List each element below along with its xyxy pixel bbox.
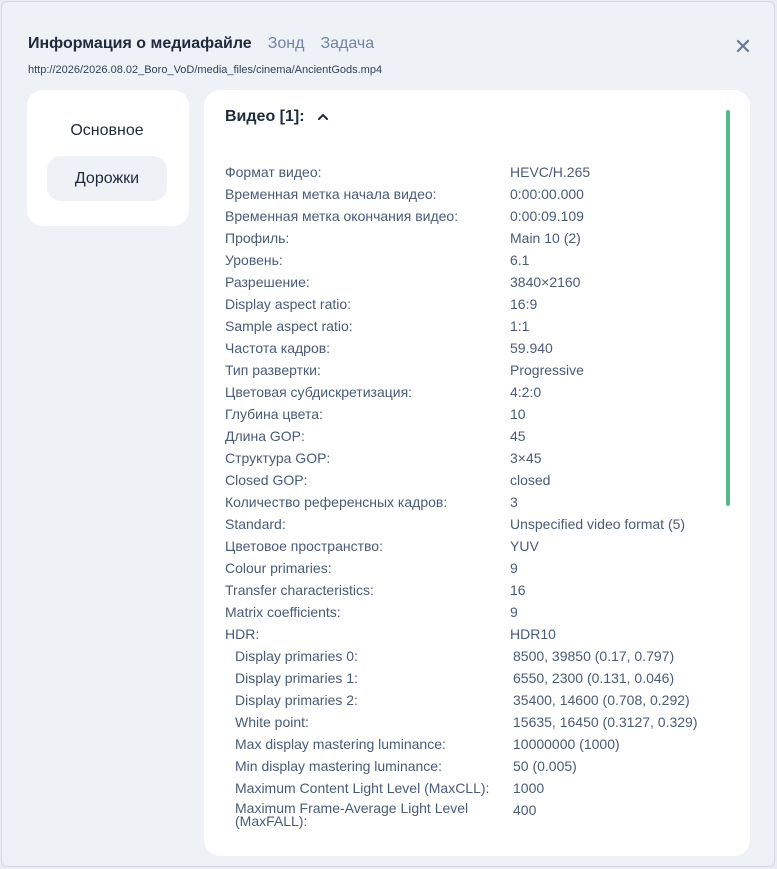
- property-label: Длина GOP:: [225, 428, 305, 444]
- property-label: Sample aspect ratio:: [225, 318, 353, 334]
- property-value: closed: [510, 472, 551, 488]
- property-label: Тип развертки:: [225, 362, 321, 378]
- chevron-up-icon: [317, 111, 329, 123]
- property-label: Colour primaries:: [225, 560, 332, 576]
- property-value: 3840×2160: [510, 274, 581, 290]
- property-value: Unspecified video format (5): [510, 516, 686, 532]
- property-row: [225, 315, 725, 337]
- property-label: Display aspect ratio:: [225, 296, 352, 312]
- media-info-dialog: [1, 1, 775, 867]
- property-row: [225, 293, 725, 315]
- property-row: [225, 667, 725, 689]
- property-label: Max display mastering luminance:: [235, 736, 446, 752]
- property-row: [225, 623, 725, 645]
- property-label: White point:: [235, 714, 309, 730]
- property-row: [225, 271, 725, 293]
- property-value: 1:1: [510, 318, 530, 334]
- property-value: 15635, 16450 (0.3127, 0.329): [513, 714, 698, 730]
- property-value: 45: [510, 428, 526, 444]
- property-row: [225, 645, 725, 667]
- property-value: 4:2:0: [510, 384, 542, 400]
- property-value: 9: [510, 560, 518, 576]
- sidebar: [27, 90, 189, 226]
- property-label: Matrix coefficients:: [225, 604, 341, 620]
- property-row: [225, 447, 725, 469]
- property-value: 16:9: [510, 296, 538, 312]
- property-label: Разрешение:: [225, 274, 310, 290]
- property-row: [225, 249, 725, 271]
- property-row: [225, 535, 725, 557]
- property-value: 6.1: [510, 252, 530, 268]
- property-label: Уровень:: [225, 252, 283, 268]
- property-label: Формат видео:: [225, 164, 322, 180]
- property-row: [225, 689, 725, 711]
- property-label: Min display mastering luminance:: [235, 758, 442, 774]
- dialog-title: Информация о медиафайле: [28, 35, 252, 52]
- property-label: Временная метка окончания видео:: [225, 208, 459, 224]
- property-label: Профиль:: [225, 230, 290, 246]
- property-row: [225, 579, 725, 601]
- property-label: Transfer characteristics:: [225, 582, 374, 598]
- tracks-panel: [204, 90, 750, 856]
- property-value: 10: [510, 406, 526, 422]
- property-label-line: Maximum Frame-Average Light Level: [235, 800, 469, 816]
- property-value: 8500, 39850 (0.17, 0.797): [513, 648, 675, 664]
- property-row: [225, 337, 725, 359]
- property-value: 59.940: [510, 340, 553, 356]
- property-row: [225, 777, 725, 799]
- property-value: 16: [510, 582, 526, 598]
- property-label: Цветовая субдискретизация:: [225, 384, 413, 400]
- property-value: Main 10 (2): [510, 230, 581, 246]
- property-label: HDR:: [225, 626, 260, 642]
- property-label: Display primaries 2:: [235, 692, 358, 708]
- sidebar-item-tracks[interactable]: Дорожки: [47, 156, 167, 201]
- file-path: http://2026/2026.08.02_Boro_VoD/media_files/cinema/AncientGods.mp4: [28, 64, 383, 76]
- property-row: [225, 491, 725, 513]
- property-label: Maximum Content Light Level (MaxCLL):: [235, 780, 490, 796]
- property-row: [225, 601, 725, 623]
- property-row: [225, 161, 725, 183]
- scrollbar-thumb[interactable]: [726, 110, 730, 506]
- property-label: Цветовое пространство:: [225, 538, 383, 554]
- property-row: [225, 799, 725, 839]
- property-row: [225, 711, 725, 733]
- property-value: HDR10: [510, 626, 556, 642]
- property-row: [225, 359, 725, 381]
- property-row: [225, 227, 725, 249]
- close-icon[interactable]: ✕: [733, 34, 753, 59]
- properties-list: [225, 161, 725, 839]
- property-label: Количество референсных кадров:: [225, 494, 448, 510]
- property-row: [225, 403, 725, 425]
- property-row: [225, 469, 725, 491]
- property-value: 50 (0.005): [513, 758, 577, 774]
- property-label: Display primaries 1:: [235, 670, 358, 686]
- property-value: 6550, 2300 (0.131, 0.046): [513, 670, 675, 686]
- property-label: Closed GOP:: [225, 472, 308, 488]
- video-section-header[interactable]: [225, 108, 329, 126]
- property-value: 9: [510, 604, 518, 620]
- section-title: Видео [1]:: [225, 108, 305, 125]
- property-row: [225, 205, 725, 227]
- property-value: 35400, 14600 (0.708, 0.292): [513, 692, 690, 708]
- property-row: [225, 733, 725, 755]
- property-value: 0:00:00.000: [510, 186, 584, 202]
- property-label: [235, 802, 468, 828]
- sidebar-item-general[interactable]: Основное: [70, 122, 144, 139]
- property-value: HEVC/H.265: [510, 164, 591, 180]
- property-value: 0:00:09.109: [510, 208, 584, 224]
- property-value: 10000000 (1000): [513, 736, 620, 752]
- property-row: [225, 755, 725, 777]
- property-row: [225, 381, 725, 403]
- property-label: Структура GOP:: [225, 450, 331, 466]
- property-value: YUV: [510, 538, 539, 554]
- tab-probe[interactable]: Зонд: [267, 35, 305, 52]
- property-row: [225, 557, 725, 579]
- property-row: [225, 183, 725, 205]
- property-label-line: (MaxFALL):: [235, 813, 308, 829]
- property-row: [225, 425, 725, 447]
- property-value: Progressive: [510, 362, 584, 378]
- property-label: Глубина цвета:: [225, 406, 323, 422]
- tab-task[interactable]: Задача: [320, 35, 375, 52]
- property-label: Display primaries 0:: [235, 648, 358, 664]
- property-label: Частота кадров:: [225, 340, 331, 356]
- dialog-header: [28, 35, 390, 53]
- property-label: Временная метка начала видео:: [225, 186, 437, 202]
- property-row: [225, 513, 725, 535]
- property-value: 400: [513, 802, 537, 818]
- property-value: 3: [510, 494, 518, 510]
- property-value: 1000: [513, 780, 545, 796]
- property-value: 3×45: [510, 450, 542, 466]
- property-label: Standard:: [225, 516, 286, 532]
